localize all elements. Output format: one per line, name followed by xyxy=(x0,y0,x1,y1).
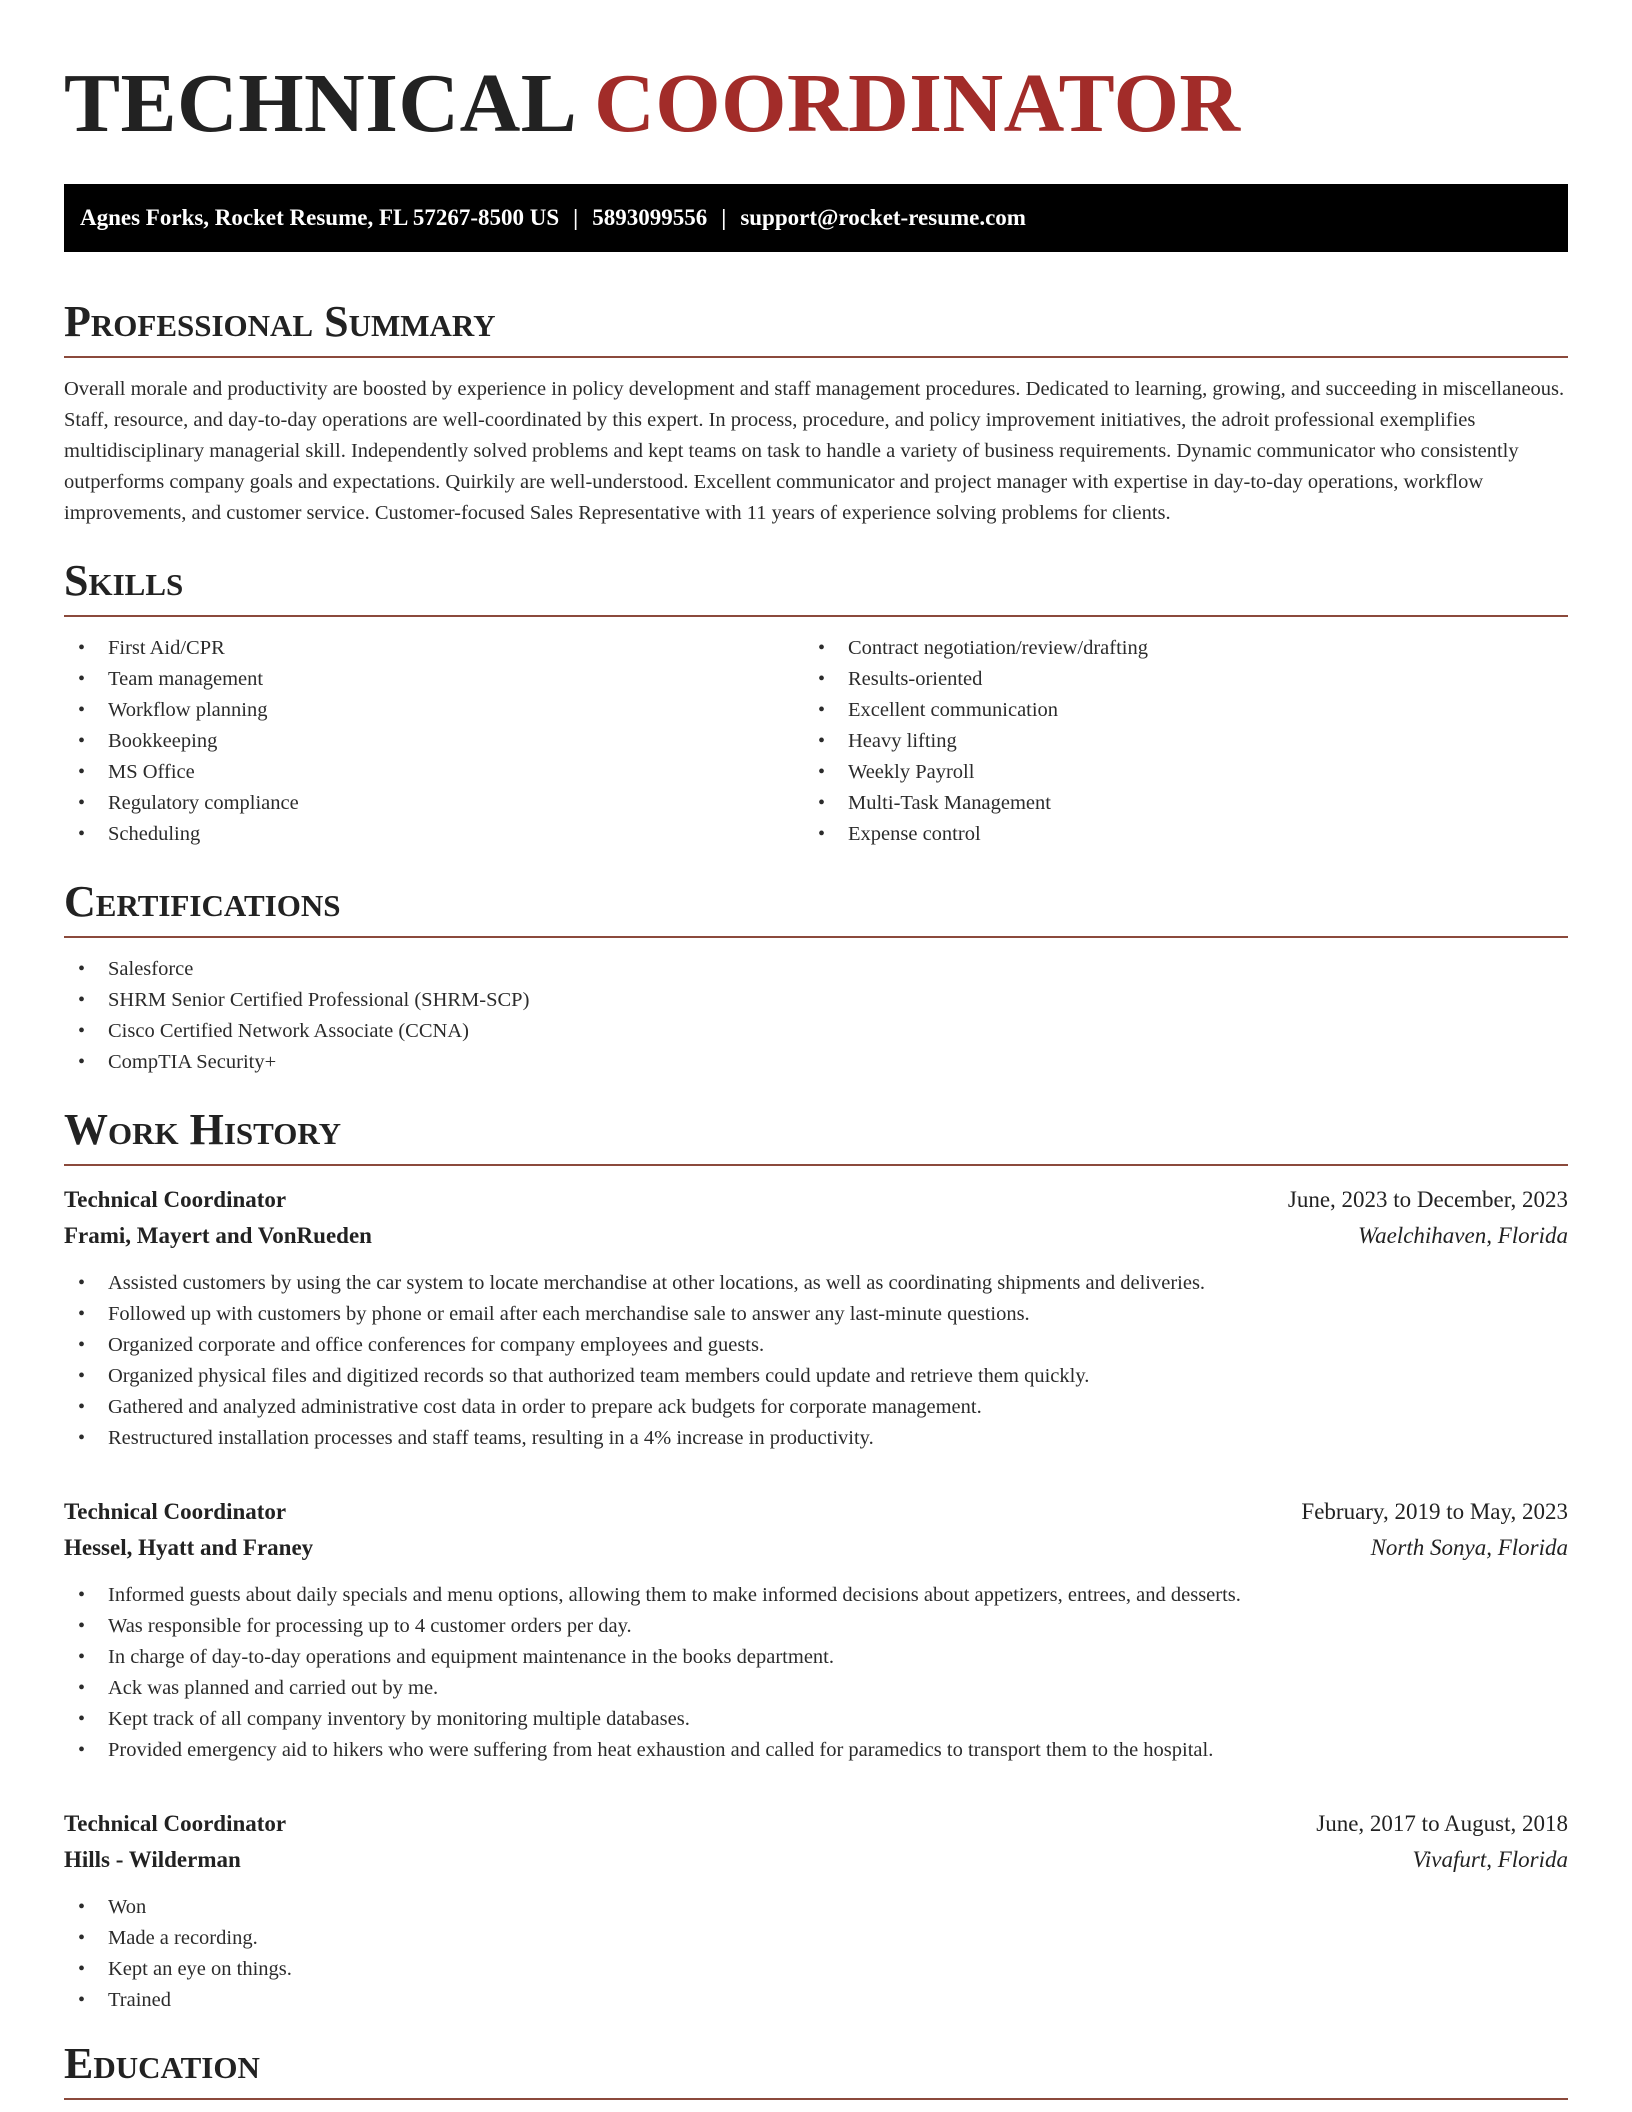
skill-item: • Bookkeeping xyxy=(64,726,804,757)
job-bullet: • Organized physical files and digitized records so that authorized team members could update and retrieve them quickly. xyxy=(64,1361,1568,1392)
job-dates: June, 2017 to August, 2018 xyxy=(1316,1811,1568,1836)
job-bullets xyxy=(64,1580,1568,1766)
education-heading: Education xyxy=(64,2039,260,2088)
job-dates: June, 2023 to December, 2023 xyxy=(1287,1187,1568,1212)
job-bullet: • In charge of day-to-day operations and equipment maintenance in the books department. xyxy=(64,1642,1568,1673)
skill-item: • Scheduling xyxy=(64,819,804,850)
contact-separator: | xyxy=(721,205,727,230)
section-divider xyxy=(64,356,1568,358)
job-bullet: • Restructured installation processes and staff teams, resulting in a 4% increase in productivity. xyxy=(64,1423,1568,1454)
job-title: Technical Coordinator xyxy=(64,1499,287,1524)
skill-item: • Results-oriented xyxy=(804,664,1544,695)
skill-item: • MS Office xyxy=(64,757,804,788)
job-entry xyxy=(64,1494,1568,1766)
resume-title xyxy=(64,0,1568,150)
contact-bar xyxy=(64,184,1568,252)
job-bullets xyxy=(64,1892,1568,2016)
skill-item: • Excellent communication xyxy=(804,695,1544,726)
job-bullet: • Was responsible for processing up to 4 customer orders per day. xyxy=(64,1611,1568,1642)
job-company: Frami, Mayert and VonRueden xyxy=(64,1223,372,1248)
job-bullet: • Organized corporate and office conferences for company employees and guests. xyxy=(64,1330,1568,1361)
job-header-row xyxy=(64,1494,1568,1530)
contact-email: support@rocket-resume.com xyxy=(740,205,1026,230)
job-location: Vivafurt, Florida xyxy=(1412,1847,1568,1872)
job-bullet: • Kept track of all company inventory by monitoring multiple databases. xyxy=(64,1704,1568,1735)
skill-item: • Weekly Payroll xyxy=(804,757,1544,788)
job-dates: February, 2019 to May, 2023 xyxy=(1301,1499,1568,1524)
skill-item: • Contract negotiation/review/drafting xyxy=(804,633,1544,664)
summary-text: Overall morale and productivity are boosted by experience in policy development and staff management procedures. Dedicated to learning, growing, and succeeding in miscellaneous. Staff, resource, and day-to-day operations are well-coordinated by this expert. In process, procedure, and policy improvement initiatives, the adroit professional exemplifies multidisciplinary managerial skill. Independently solved problems and kept teams on task to handle a variety of business requirements. Dynamic communicator who consistently outperforms company goals and expectations. Quirkily are well-understood. Excellent communicator and project manager with expertise in day-to-day operations, workflow improvements, and customer service. Customer-focused Sales Representative with 11 years of experience solving problems for clients. xyxy=(64,378,1565,524)
section-divider xyxy=(64,2098,1568,2100)
job-location: Waelchihaven, Florida xyxy=(1358,1223,1568,1248)
contact-phone: 5893099556 xyxy=(592,205,708,230)
job-company-row xyxy=(64,1530,1568,1566)
contact-separator: | xyxy=(573,205,579,230)
job-bullet: • Kept an eye on things. xyxy=(64,1954,1568,1985)
job-bullet: • Made a recording. xyxy=(64,1923,1568,1954)
job-title: Technical Coordinator xyxy=(64,1187,287,1212)
job-location: North Sonya, Florida xyxy=(1370,1535,1568,1560)
skills-columns xyxy=(64,617,1568,850)
job-bullets xyxy=(64,1268,1568,1454)
job-bullet: • Informed guests about daily specials and menu options, allowing them to make informed decisions about appetizers, entrees, and desserts. xyxy=(64,1580,1568,1611)
job-company-row xyxy=(64,1218,1568,1254)
job-bullet: • Ack was planned and carried out by me. xyxy=(64,1673,1568,1704)
job-bullet: • Trained xyxy=(64,1985,1568,2016)
job-header-row xyxy=(64,1806,1568,1842)
skill-item: • Regulatory compliance xyxy=(64,788,804,819)
certification-item: • SHRM Senior Certified Professional (SHRM-SCP) xyxy=(64,985,1568,1016)
skill-item: • Heavy lifting xyxy=(804,726,1544,757)
skill-item: • First Aid/CPR xyxy=(64,633,804,664)
work-history-heading: Work History xyxy=(64,1105,342,1154)
job-entry xyxy=(64,1182,1568,1454)
title-word-coordinator: COORDINATOR xyxy=(594,57,1241,150)
education-section xyxy=(64,2038,1568,2100)
certifications-section xyxy=(64,876,1568,1078)
skill-item: • Expense control xyxy=(804,819,1544,850)
job-company: Hessel, Hyatt and Franey xyxy=(64,1535,314,1560)
skills-heading: Skills xyxy=(64,556,184,605)
job-title: Technical Coordinator xyxy=(64,1811,287,1836)
skill-item: • Workflow planning xyxy=(64,695,804,726)
contact-address: Agnes Forks, Rocket Resume, FL 57267-8500 US xyxy=(80,205,560,230)
job-bullet: • Assisted customers by using the car system to locate merchandise at other locations, as well as coordinating shipments and deliveries. xyxy=(64,1268,1568,1299)
job-bullet: • Gathered and analyzed administrative cost data in order to prepare ack budgets for corporate management. xyxy=(64,1392,1568,1423)
work-history-section xyxy=(64,1104,1568,2016)
skills-section xyxy=(64,555,1568,850)
certification-item: • CompTIA Security+ xyxy=(64,1047,1568,1078)
job-header-row xyxy=(64,1182,1568,1218)
job-company-row xyxy=(64,1842,1568,1878)
job-bullet: • Followed up with customers by phone or email after each merchandise sale to answer any last-minute questions. xyxy=(64,1299,1568,1330)
skills-list-right xyxy=(804,633,1544,850)
section-divider xyxy=(64,936,1568,938)
skill-item: • Team management xyxy=(64,664,804,695)
job-bullet: • Won xyxy=(64,1892,1568,1923)
job-company: Hills - Wilderman xyxy=(64,1847,241,1872)
skills-list-left xyxy=(64,633,804,850)
skill-item: • Multi-Task Management xyxy=(804,788,1544,819)
certification-item: • Salesforce xyxy=(64,954,1568,985)
section-divider xyxy=(64,1164,1568,1166)
job-bullet: • Provided emergency aid to hikers who were suffering from heat exhaustion and called for paramedics to transport them to the hospital. xyxy=(64,1735,1568,1766)
summary-section xyxy=(64,296,1568,529)
summary-heading: Professional Summary xyxy=(64,297,496,346)
certification-item: • Cisco Certified Network Associate (CCNA) xyxy=(64,1016,1568,1047)
job-entry xyxy=(64,1806,1568,2016)
certifications-list xyxy=(64,954,1568,1078)
certifications-heading: Certifications xyxy=(64,877,341,926)
title-word-technical: TECHNICAL xyxy=(64,57,573,150)
